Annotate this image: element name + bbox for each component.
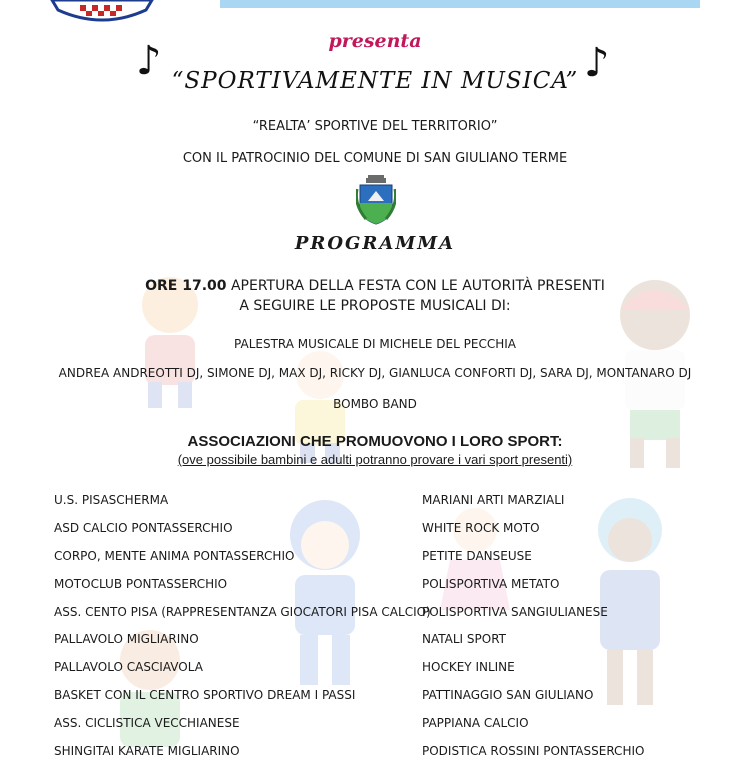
event-subtitle: “REALTA’ SPORTIVE DEL TERRITORIO”	[252, 119, 498, 134]
music-item: PALESTRA MUSICALE DI MICHELE DEL PECCHIA	[234, 337, 516, 351]
patronage-line: CON IL PATROCINIO DEL COMUNE DI SAN GIULIANO TERME	[182, 151, 568, 166]
list-item: BASKET CON IL CENTRO SPORTIVO DREAM I PASSI	[54, 688, 356, 703]
list-item: PALLAVOLO CASCIAVOLA	[54, 660, 203, 675]
list-item: WHITE ROCK MOTO	[422, 520, 540, 535]
associations-heading: ASSOCIAZIONI CHE PROMUOVONO I LORO SPORT:	[187, 433, 563, 450]
followup-line: A SEGUIRE LE PROPOSTE MUSICALI DI:	[239, 298, 511, 314]
list-item: MOTOCLUB PONTASSERCHIO	[54, 576, 228, 591]
event-title: “SPORTIVAMENTE IN MUSICA”	[171, 68, 579, 94]
top-banner-bar	[220, 0, 700, 8]
opening-line	[0, 278, 750, 294]
list-item: ASS. CENTO PISA (RAPPRESENTANZA GIOCATORI PISA CALCIO)	[54, 604, 431, 619]
list-item: PETITE DANSEUSE	[422, 548, 532, 563]
list-item: PALLAVOLO MIGLIARINO	[54, 632, 199, 647]
associations-left-list	[54, 491, 431, 770]
list-item: POLISPORTIVA SANGIULIANESE	[422, 604, 608, 619]
list-item: MARIANI ARTI MARZIALI	[422, 493, 565, 507]
list-item: PODISTICA ROSSINI PONTASSERCHIO	[422, 744, 645, 759]
associations-subtitle	[0, 452, 750, 467]
club-crest-icon	[50, 0, 154, 24]
music-item: BOMBO BAND	[333, 397, 417, 411]
list-item: PAPPIANA CALCIO	[422, 716, 529, 731]
music-item: ANDREA ANDREOTTI DJ, SIMONE DJ, MAX DJ, RICKY DJ, GIANLUCA CONFORTI DJ, SARA DJ, MONTANARO DJ	[58, 366, 692, 380]
list-item: ASS. CICLISTICA VECCHIANESE	[54, 716, 240, 731]
program-heading: PROGRAMMA	[294, 233, 456, 254]
opening-text: APERTURA DELLA FESTA CON LE AUTORITÀ PRESENTI	[230, 278, 605, 294]
music-note-right-icon: ♪	[584, 40, 610, 86]
list-item: U.S. PISASCHERMA	[54, 493, 169, 507]
associations-subtitle-text: (ove possibile bambini e adulti potranno provare i vari sport presenti)	[177, 452, 573, 467]
list-item: CORPO, MENTE ANIMA PONTASSERCHIO	[54, 548, 295, 563]
list-item: NATALI SPORT	[422, 632, 506, 647]
list-item: POLISPORTIVA METATO	[422, 576, 560, 591]
list-item: SHINGITAI KARATE MIGLIARINO	[54, 744, 240, 759]
music-note-left-icon: ♪	[136, 38, 162, 84]
associations-right-list	[422, 491, 644, 770]
list-item: PATTINAGGIO SAN GIULIANO	[422, 688, 594, 703]
opening-time: ORE 17.00	[145, 278, 227, 294]
list-item: HOCKEY INLINE	[422, 660, 515, 675]
comune-crest-icon	[356, 175, 396, 225]
presenta-label: presenta	[328, 30, 422, 52]
list-item: ASD CALCIO PONTASSERCHIO	[54, 520, 233, 535]
